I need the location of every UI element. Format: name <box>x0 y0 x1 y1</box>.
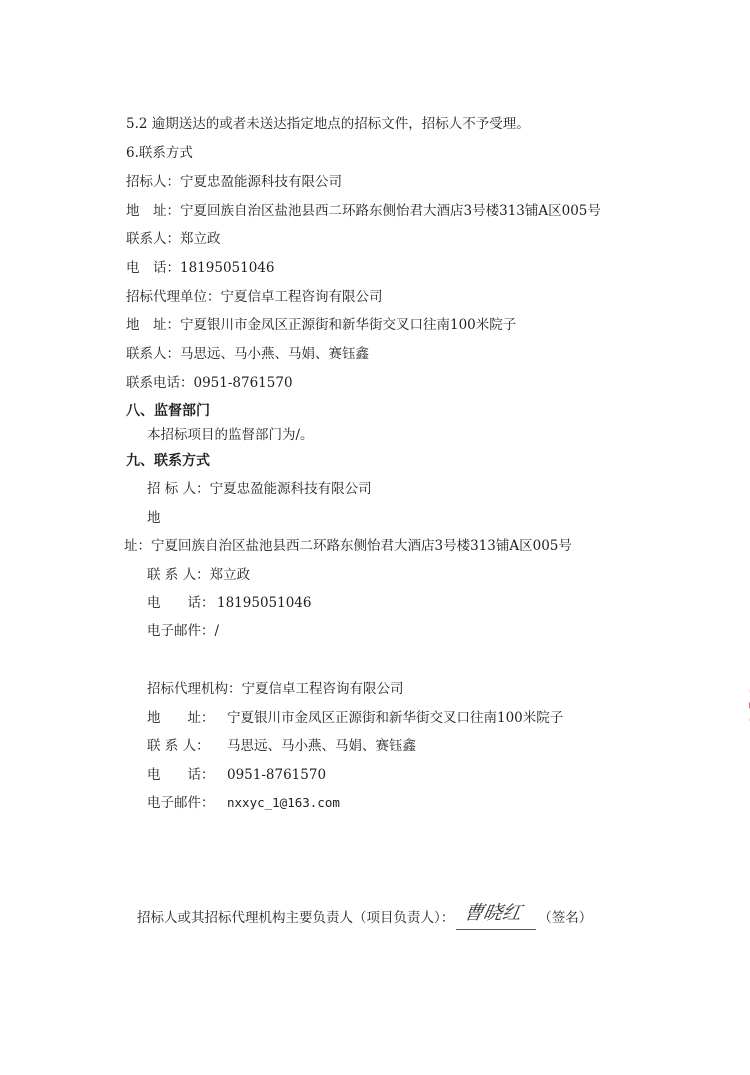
s9-tenderer-row <box>147 479 372 499</box>
s9-agency-label: 招标代理机构： <box>147 681 242 697</box>
s9-email-label: 电子邮件： <box>147 623 215 639</box>
agency-address-line: 地 址：宁夏银川市金凤区正源街和新华街交叉口往南100米院子 <box>126 317 517 333</box>
s9-agency-row <box>147 679 404 699</box>
tenderer-phone-line: 电 话：18195051046 <box>126 260 275 276</box>
s9-address-label-1: 地 <box>147 510 161 526</box>
s9-agency-email-value: nxxyc_1@163.com <box>227 795 340 810</box>
supervision-body: 本招标项目的监督部门为/。 <box>147 427 314 443</box>
s9-contact-label: 联 系 人： <box>147 567 210 583</box>
tenderer-line: 招标人：宁夏忠盈能源科技有限公司 <box>126 174 342 190</box>
handwritten-signature <box>456 895 536 925</box>
s9-email-value: / <box>214 623 220 639</box>
item-5-2: 5.2 逾期送达的或者未送达指定地点的招标文件，招标人不予受理。 <box>126 116 530 132</box>
s9-phone-value: 18195051046 <box>217 595 312 611</box>
signature-row <box>137 901 593 930</box>
section-9-title: 九、联系方式 <box>126 453 210 469</box>
signature-prefix: 招标人或其招标代理机构主要负责人（项目负责人）： <box>137 910 455 926</box>
s9-email-row <box>147 621 219 641</box>
signature-suffix: （签名） <box>538 910 593 926</box>
section-6-title: 6.联系方式 <box>126 145 193 161</box>
tenderer-contact-line: 联系人：郑立政 <box>126 231 221 247</box>
s9-agency-phone-value: 0951-8761570 <box>227 767 327 783</box>
section-8-title: 八、监督部门 <box>126 403 210 419</box>
agency-line: 招标代理单位：宁夏信卓工程咨询有限公司 <box>126 289 383 305</box>
s9-agency-phone-row <box>147 765 326 785</box>
s9-agency-email-row <box>147 793 340 813</box>
s9-agency-email-label: 电子邮件： <box>147 795 215 811</box>
tenderer-address-line: 地 址：宁夏回族自治区盐池县西二环路东侧怡君大酒店3号楼313铺A区005号 <box>126 203 601 219</box>
handwritten-signature-text: 曹晓红 <box>462 901 524 924</box>
agency-phone-line: 联系电话：0951-8761570 <box>126 375 293 391</box>
s9-agency-address-value: 宁夏银川市金凤区正源街和新华街交叉口往南100米院子 <box>227 710 564 726</box>
agency-contact-line: 联系人：马思远、马小燕、马娟、赛钰鑫 <box>126 346 369 362</box>
s9-contact-value: 郑立政 <box>209 567 251 583</box>
s9-tenderer-label: 招 标 人： <box>147 481 210 497</box>
s9-tenderer-value: 宁夏忠盈能源科技有限公司 <box>209 481 372 497</box>
s9-phone-label: 电 话： <box>147 595 215 611</box>
s9-address-row <box>124 536 572 556</box>
red-seal-stamp <box>720 580 750 910</box>
s9-phone-row <box>147 593 311 613</box>
s9-agency-value: 宁夏信卓工程咨询有限公司 <box>241 681 404 697</box>
s9-agency-contact-value: 马思远、马小燕、马娟、赛钰鑫 <box>227 738 416 754</box>
s9-contact-row <box>147 565 250 585</box>
s9-agency-phone-label: 电 话： <box>147 767 215 783</box>
s9-address-value: 宁夏回族自治区盐池县西二环路东侧怡君大酒店3号楼313铺A区005号 <box>151 538 572 554</box>
s9-agency-contact-label: 联 系 人： <box>147 738 210 754</box>
s9-agency-contact-row <box>147 736 416 756</box>
s9-address-label-2: 址： <box>124 538 151 554</box>
s9-agency-address-label: 地 址： <box>147 710 215 726</box>
s9-agency-address-row <box>147 708 563 728</box>
signature-field <box>456 901 536 930</box>
